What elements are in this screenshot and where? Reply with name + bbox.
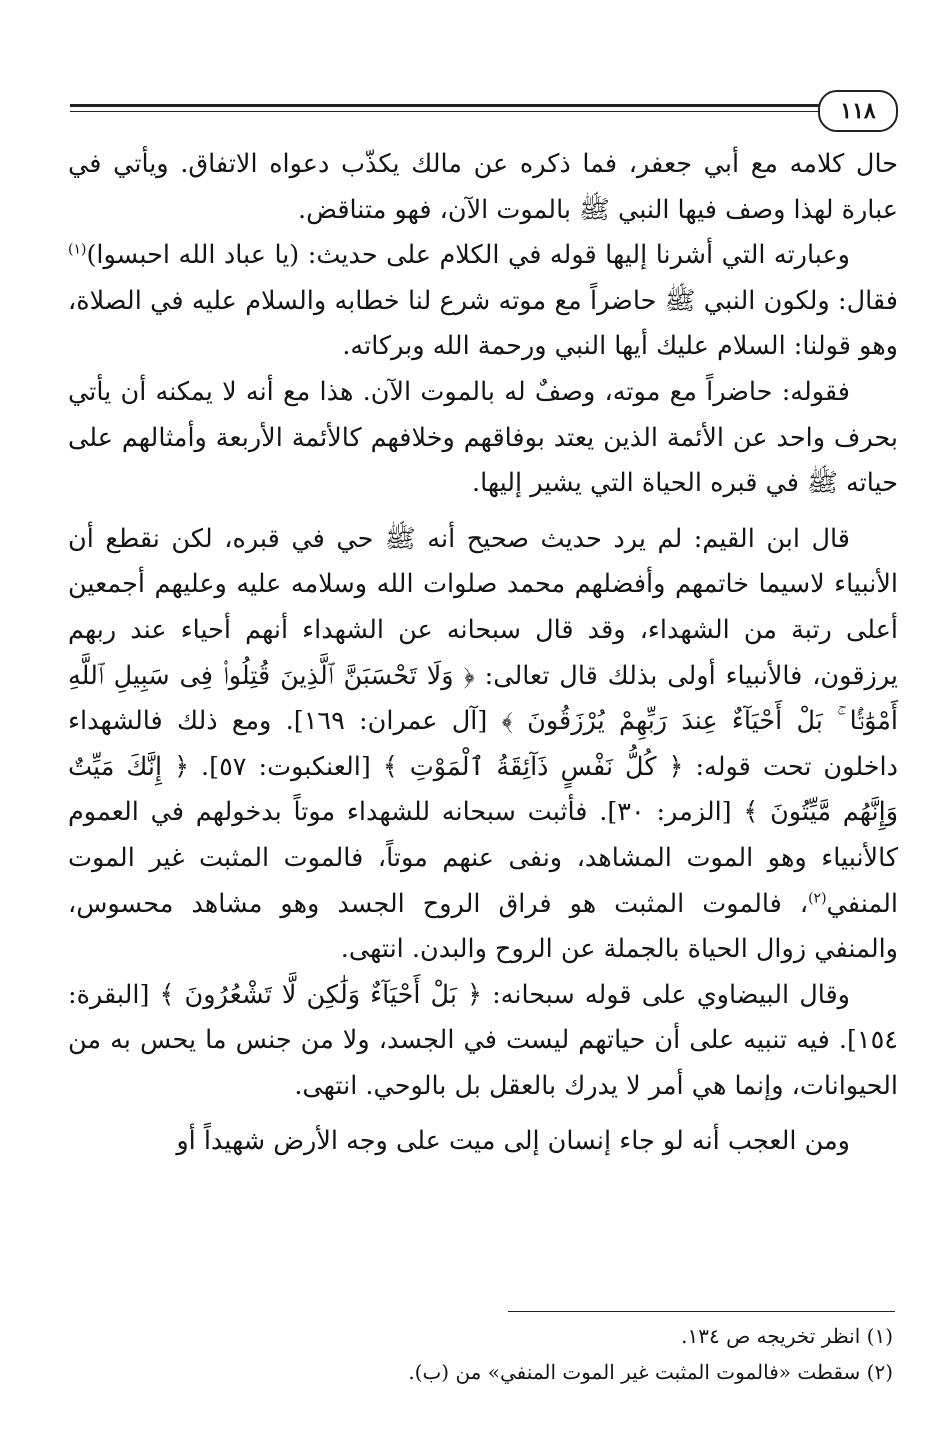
text-segment: وقال البيضاوي على قوله سبحانه: xyxy=(482,979,850,1010)
text-segment: [العنكبوت: ٥٧]. xyxy=(189,751,383,782)
paragraph-2 xyxy=(68,233,898,370)
text-segment: [آل عمران: ١٦٩]. ومع ذلك فالشهداء داخلون تحت قوله: xyxy=(68,706,898,782)
footnote-reference: (٢) xyxy=(808,890,827,906)
footnote-separator xyxy=(508,1311,895,1312)
footnotes xyxy=(68,1318,893,1390)
footnote-2: (٢) سقطت «فالموت المثبت غير الموت المنفي» من (ب). xyxy=(408,1360,893,1384)
text-segment: ، فالموت المثبت هو فراق الروح الجسد وهو مشاهد محسوس، والمنفي زوال الحياة بالجملة عن الروح والبدن. انتهى. xyxy=(68,888,898,965)
text-segment: [الزمر: ٣٠]. فأثبت سبحانه للشهداء موتاً بدخولهم في العموم كالأنبياء وهو الموت المشاهد، ونفى عنهم موتاً، فالموت المثبت غير الموت المنفي xyxy=(68,797,898,919)
quran-verse: ﴿ إِنَّكَ مَيِّتٌ وَإِنَّهُم مَّيِّتُونَ ﴾ xyxy=(68,751,899,828)
main-text xyxy=(68,142,898,1165)
paragraph-4 xyxy=(68,517,898,973)
header-rule-thin xyxy=(70,111,838,112)
quran-verse: ﴿ وَلَا تَحْسَبَنَّ ٱلَّذِينَ قُتِلُوا۟ فِى سَبِيلِ ٱللَّهِ أَمْوَٰتًۢا ۚ بَلْ أَحْيَآءٌ عِندَ رَبِّهِمْ يُرْزَقُونَ ﴾ xyxy=(68,660,898,737)
text-segment: قال ابن القيم: لم يرد حديث صحيح أنه ﷺ حي في قبره، لكن نقطع أن الأنبياء لاسيما خاتمهم وأفضلهم محمد صلوات الله وسلامه عليه وعليهم أجمعين أعلى رتبة من الشهداء، وقد قال سبحانه عن الشهداء أنهم أحياء عند ربهم يرزقون، فالأنبياء أولى بذلك قال تعالى: xyxy=(68,523,898,691)
footnote-reference: (١) xyxy=(68,241,87,258)
text-segment: فقال: ولكون النبي ﷺ حاضراً مع موته شرع لنا خطابه والسلام عليه في الصلاة، وهو قولنا: السلام عليك أيها النبي ورحمة الله وبركاته. xyxy=(68,285,898,362)
paragraph-1 xyxy=(68,142,898,233)
page-number: ١١٨ xyxy=(818,90,898,132)
text-segment: [البقرة: ١٥٤]. فيه تنبيه على أن حياتهم ليست في الجسد، ولا من جنس ما يحس به من الحيوانات، وإنما هي أمر لا يدرك بالعقل بل بالوحي. انتهى. xyxy=(68,979,898,1101)
paragraph-5 xyxy=(68,973,898,1110)
quran-verse: ﴿ كُلُّ نَفْسٍ ذَآئِقَةُ ٱلْمَوْتِ ﴾ xyxy=(382,751,684,782)
text-segment: فقوله: حاضراً مع موته، وصفٌ له بالموت الآن. هذا مع أنه لا يمكنه أن يأتي بحرف واحد عن الأئمة الذين يعتد بوفاقهم وخلافهم كالأئمة الأربعة وأمثالهم على حياته ﷺ في قبره الحياة التي يشير إليها. xyxy=(68,376,898,499)
paragraph-6 xyxy=(68,1119,898,1165)
quran-verse: ﴿ بَلْ أَحْيَآءٌ وَلَٰكِن لَّا تَشْعُرُونَ ﴾ xyxy=(159,979,482,1010)
text-segment: حال كلامه مع أبي جعفر، فما ذكره عن مالك يكذّب دعواه الاتفاق. ويأتي في عبارة لهذا وصف فيها النبي ﷺ بالموت الآن، فهو متناقض. xyxy=(68,149,898,225)
header-rule-thick xyxy=(70,104,838,107)
text-segment: وعبارته التي أشرنا إليها قوله في الكلام على حديث: (يا عباد الله احبسوا) xyxy=(86,240,850,271)
page-header xyxy=(70,90,898,138)
paragraph-3 xyxy=(68,370,898,507)
footnote-1: (١) انظر تخريجه ص ١٣٤. xyxy=(681,1324,893,1348)
text-segment: ومن العجب أنه لو جاء إنسان إلى ميت على وجه الأرض شهيداً أو xyxy=(176,1126,850,1157)
